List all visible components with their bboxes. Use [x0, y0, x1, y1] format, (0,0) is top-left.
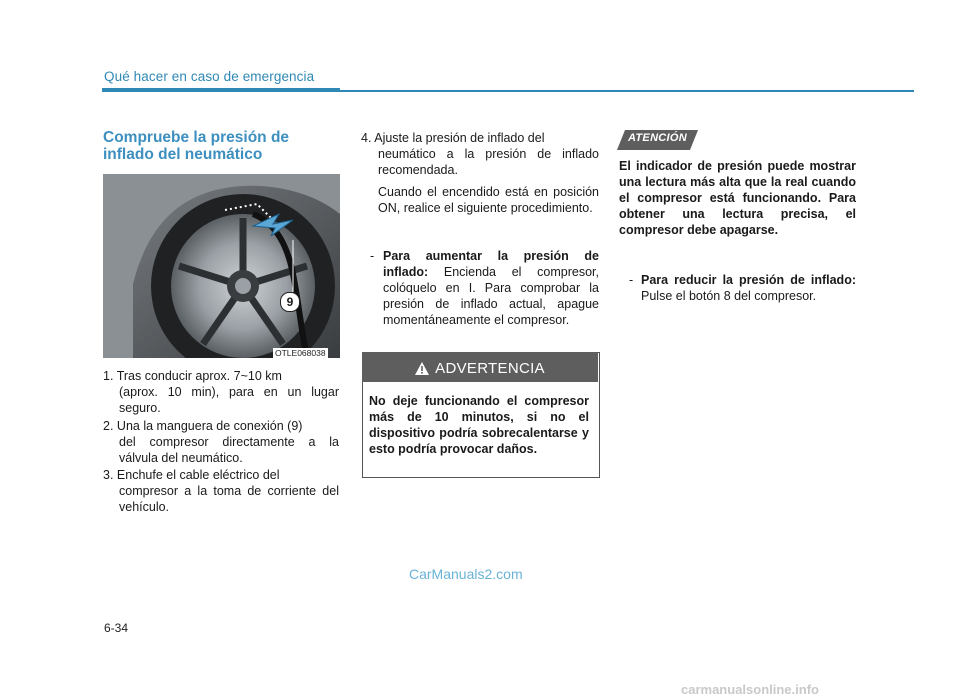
- reduce-pressure: [629, 272, 856, 304]
- step-3-rest: compresor a la toma de corriente del vehículo.: [119, 484, 339, 514]
- step-2-rest: del compresor directamente a la válvula del neumático.: [119, 435, 339, 465]
- step-2-number: 2.: [103, 419, 114, 433]
- reduce-content: [641, 272, 856, 304]
- caution-label: ATENCIÓN: [627, 132, 688, 144]
- step-2: [103, 418, 339, 466]
- watermark-link[interactable]: CarManuals2.com: [409, 566, 523, 582]
- step-1-number: 1.: [103, 369, 114, 383]
- page-heading: [103, 129, 343, 163]
- step-2-first: Una la manguera de conexión (9): [116, 419, 303, 433]
- step-3-first: Enchufe el cable eléctrico del: [116, 468, 280, 482]
- page-number: 6-34: [104, 621, 129, 635]
- reduce-text: Pulse el botón 8 del compresor.: [641, 289, 817, 303]
- header-rule: [340, 90, 914, 92]
- step-4-sub: Cuando el encendido está en posición ON, realice el siguiente procedimiento.: [378, 185, 599, 215]
- header-rule-accent: [102, 88, 340, 92]
- warning-title-text: ADVERTENCIA: [435, 359, 545, 377]
- warning-triangle-icon: [415, 362, 429, 375]
- reduce-dash: -: [629, 273, 634, 287]
- step-3-number: 3.: [103, 468, 114, 482]
- warning-title: [362, 359, 598, 377]
- step-4-first: Ajuste la presión de inflado del: [374, 131, 545, 145]
- step-4-number: 4.: [361, 131, 372, 145]
- reduce-bold: Para reducir la presión de inflado:: [641, 273, 856, 287]
- photo-code-label: OTLE068038: [275, 348, 326, 358]
- step-4-rest: neumático a la presión de inflado recomendada.: [378, 147, 599, 177]
- heading-line-2: inflado del neumático: [103, 146, 263, 163]
- increase-content: [383, 248, 599, 328]
- heading-line-1: Compruebe la presión de: [103, 129, 290, 146]
- step-1: [103, 368, 339, 416]
- increase-bold: Para aumentar la presión de inflado:: [383, 249, 599, 279]
- step-4: [361, 130, 599, 216]
- tire-compressor-photo: [103, 174, 340, 358]
- warning-text: No deje funcionando el compresor más de 10 minutos, si no el dispositivo podría sobrecalentarse y esto podría provocar daños.: [369, 394, 589, 456]
- section-title: Qué hacer en caso de emergencia: [104, 69, 315, 84]
- step-3: [103, 467, 339, 515]
- step-1-first: Tras conducir aprox. 7~10 km: [116, 369, 282, 383]
- step-1-rest: (aprox. 10 min), para en un lugar seguro.: [119, 385, 339, 415]
- increase-pressure: [370, 248, 599, 328]
- increase-text: Encienda el compresor, colóquelo en I. Para comprobar la presión de inflado actual, apague momentáneamente el compresor.: [383, 265, 599, 327]
- footer-watermark: carmanualsonline.info: [681, 682, 819, 697]
- increase-dash: -: [370, 249, 375, 263]
- wheel-illustration: [103, 174, 340, 358]
- caution-text: El indicador de presión puede mostrar una lectura más alta que la real cuando el compresor está funcionando. Para obtener una lectura precisa, el compresor debe apagarse.: [619, 159, 856, 237]
- callout-9: 9: [280, 292, 300, 312]
